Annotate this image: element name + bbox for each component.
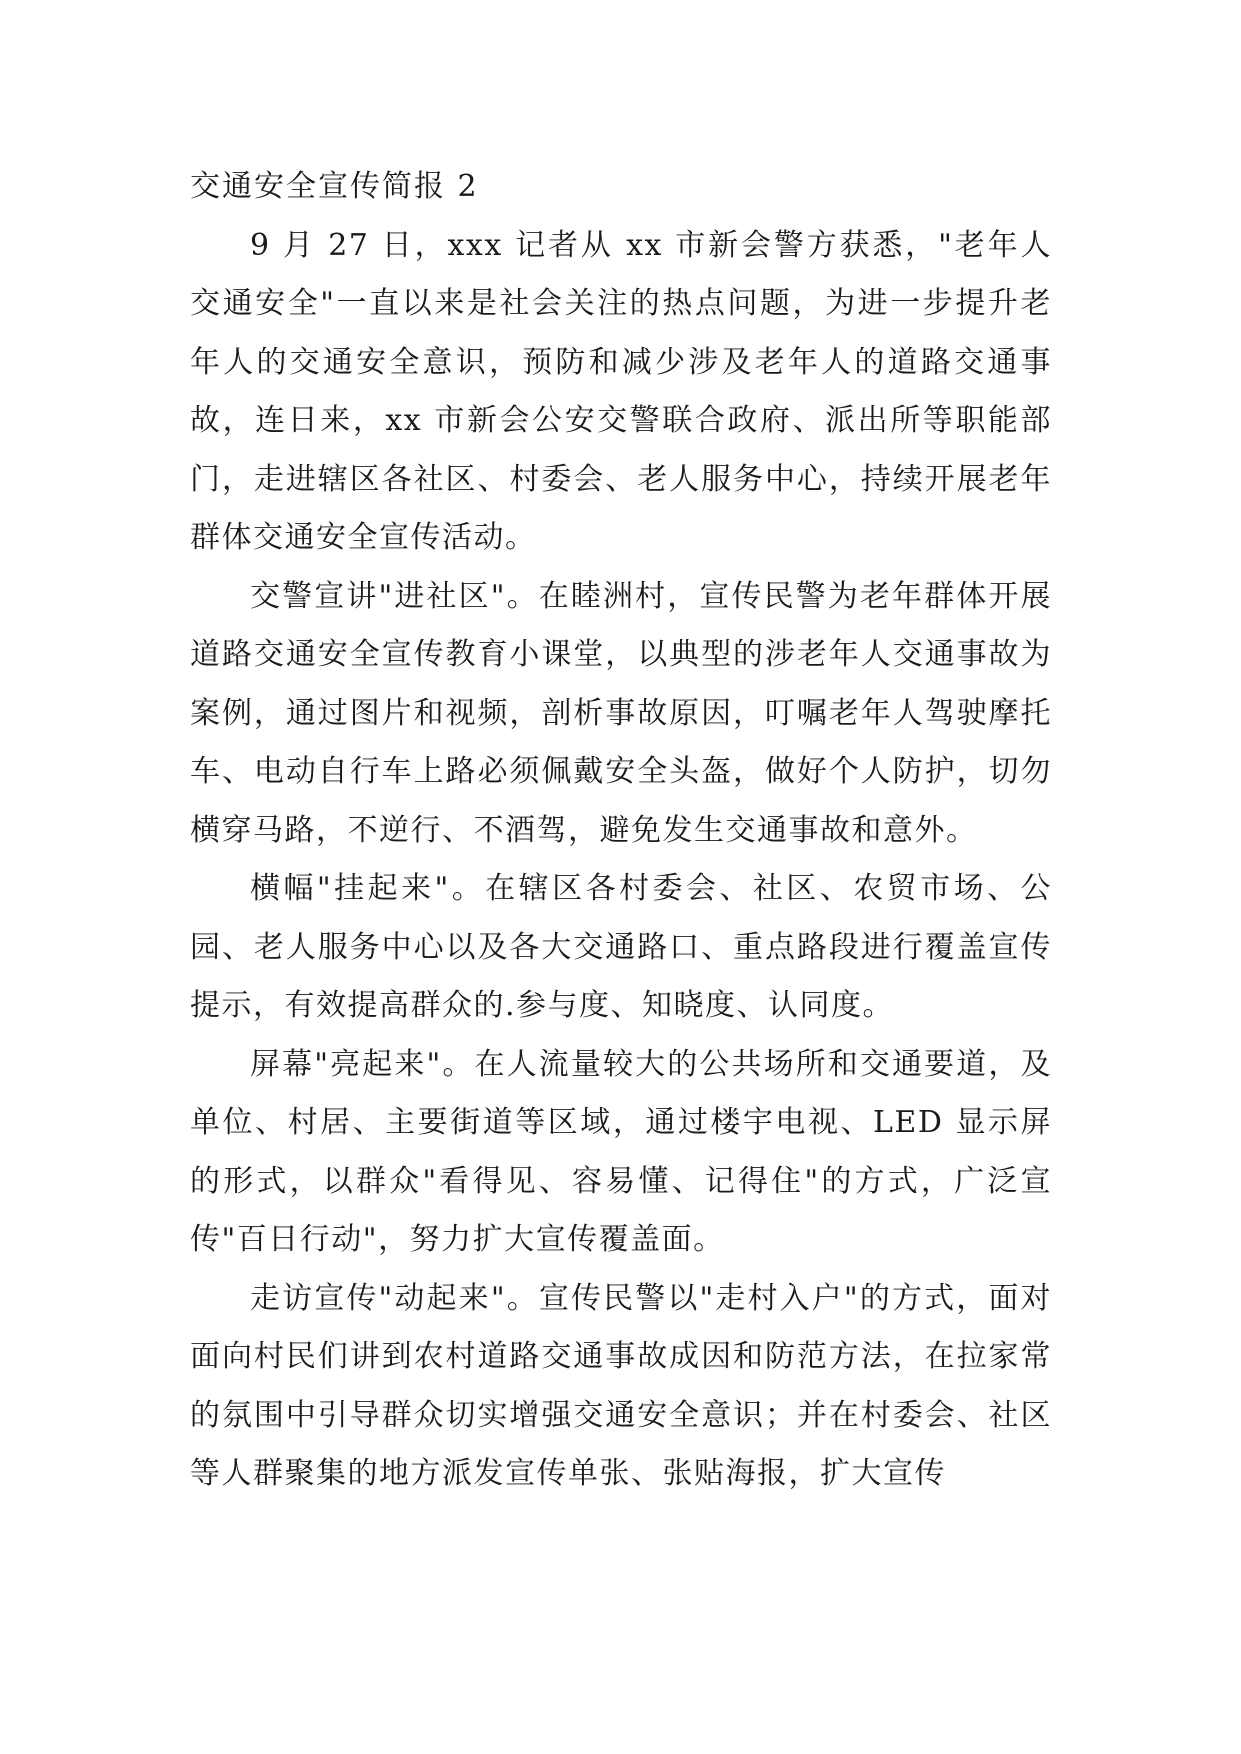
paragraph-screens: 屏幕"亮起来"。在人流量较大的公共场所和交通要道，及单位、村居、主要街道等区域，通过楼宇电视、LED 显示屏的形式，以群众"看得见、容易懂、记得住"的方式，广泛宣传"百日行动"，努力扩大宣传覆盖面。 <box>190 1046 1052 1257</box>
document-body <box>190 158 1052 1504</box>
paragraph-community-lecture: 交警宣讲"进社区"。在睦洲村，宣传民警为老年群体开展道路交通安全宣传教育小课堂，以典型的涉老年人交通事故为案例，通过图片和视频，剖析事故原因，叮嘱老年人驾驶摩托车、电动自行车上路必须佩戴安全头盔，做好个人防护，切勿横穿马路，不逆行、不酒驾，避免发生交通事故和意外。 <box>190 578 1052 848</box>
paragraph-banners: 横幅"挂起来"。在辖区各村委会、社区、农贸市场、公园、老人服务中心以及各大交通路口、重点路段进行覆盖宣传提示，有效提高群众的.参与度、知晓度、认同度。 <box>190 871 1052 1023</box>
paragraph-door-to-door: 走访宣传"动起来"。宣传民警以"走村入户"的方式，面对面向村民们讲到农村道路交通事故成因和防范方法，在拉家常的氛围中引导群众切实增强交通安全意识；并在村委会、社区等人群聚集的地方派发宣传单张、张贴海报，扩大宣传 <box>190 1280 1052 1491</box>
paragraph-intro: 9 月 27 日，xxx 记者从 xx 市新会警方获悉，"老年人交通安全"一直以来是社会关注的热点问题，为进一步提升老年人的交通安全意识，预防和减少涉及老年人的道路交通事故，连日来，xx 市新会公安交警联合政府、派出所等职能部门，走进辖区各社区、村委会、老人服务中心，持续开展老年群体交通安全宣传活动。 <box>190 227 1052 555</box>
document-title: 交通安全宣传简报 2 <box>190 169 479 204</box>
